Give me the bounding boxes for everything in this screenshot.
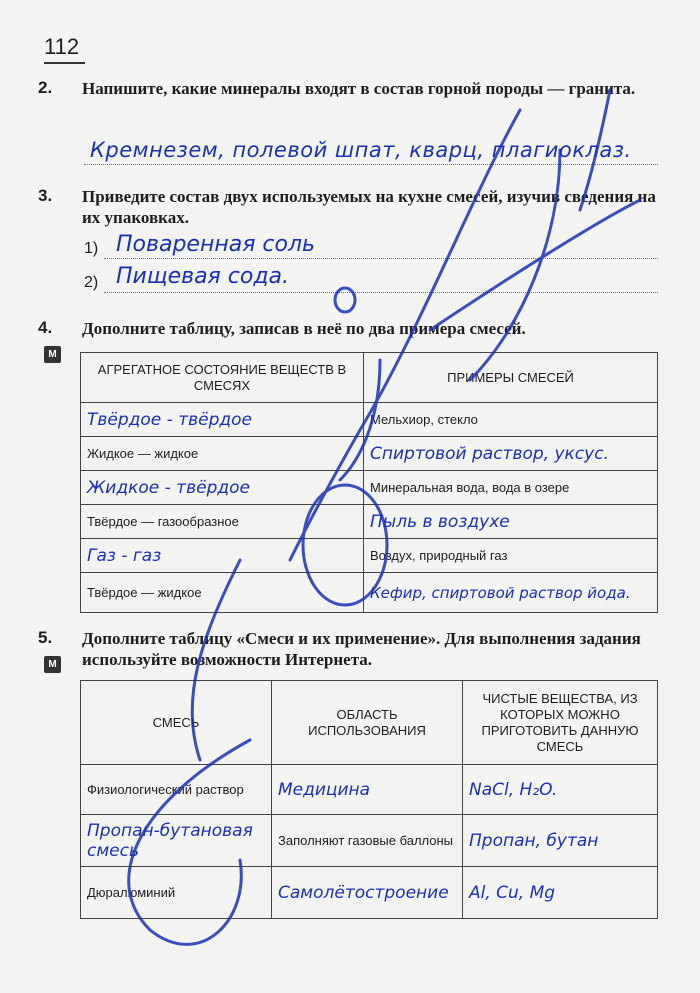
usage-cell: Самолётостроение <box>272 867 463 919</box>
task-number: 4. <box>38 318 53 337</box>
substances-cell: NaCl, H₂O. <box>463 765 658 815</box>
item-label: 1) <box>84 240 99 257</box>
item-label: 2) <box>84 274 99 291</box>
task-5 <box>38 628 658 670</box>
table-row <box>81 815 658 867</box>
table-row <box>81 471 658 505</box>
task-text: Напишите, какие минералы входят в состав горной породы — гранита. <box>82 79 636 98</box>
mixture-cell: Дюралюминий <box>81 867 272 919</box>
column-header: ЧИСТЫЕ ВЕЩЕСТВА, ИЗ КОТОРЫХ МОЖНО ПРИГОТОВИТЬ ДАННУЮ СМЕСЬ <box>463 681 658 765</box>
column-header: ОБЛАСТЬ ИСПОЛЬЗОВАНИЯ <box>272 681 463 765</box>
task-text: Приведите состав двух используемых на кухне смесей, изучив сведения на их упаковках. <box>82 187 656 227</box>
substances-cell: Al, Cu, Mg <box>463 867 658 919</box>
task-3-answer-1: Поваренная соль <box>116 232 316 257</box>
table-row <box>81 505 658 539</box>
task-2 <box>38 78 658 99</box>
table-row <box>81 765 658 815</box>
internet-task-icon: M <box>44 346 61 363</box>
state-cell: Жидкое — жидкое <box>81 437 364 471</box>
task-number: 5. <box>38 628 53 647</box>
mixture-cell: Физиологический раствор <box>81 765 272 815</box>
table-row <box>81 437 658 471</box>
answer-line <box>104 292 658 293</box>
table-row <box>81 867 658 919</box>
substances-cell: Пропан, бутан <box>463 815 658 867</box>
task-number: 3. <box>38 186 53 205</box>
column-header: ПРИМЕРЫ СМЕСЕЙ <box>364 353 658 403</box>
column-header: СМЕСЬ <box>81 681 272 765</box>
task-4 <box>38 318 658 339</box>
usage-cell: Медицина <box>272 765 463 815</box>
state-cell: Жидкое - твёрдое <box>81 471 364 505</box>
task-3 <box>38 186 658 228</box>
examples-cell: Мельхиор, стекло <box>364 403 658 437</box>
internet-task-icon: M <box>44 656 61 673</box>
examples-cell: Воздух, природный газ <box>364 539 658 573</box>
examples-cell: Спиртовой раствор, уксус. <box>364 437 658 471</box>
task-2-answer: Кремнезем, полевой шпат, кварц, плагиоклаз. <box>90 138 632 162</box>
examples-cell: Пыль в воздухе <box>364 505 658 539</box>
state-cell: Газ - газ <box>81 539 364 573</box>
table-row <box>81 403 658 437</box>
usage-cell: Заполняют газовые баллоны <box>272 815 463 867</box>
answer-line <box>84 164 658 165</box>
mixture-cell: Пропан-бутановая смесь <box>81 815 272 867</box>
state-cell: Твёрдое — жидкое <box>81 573 364 613</box>
mixtures-state-table <box>80 352 658 613</box>
task-3-answer-2: Пищевая сода. <box>116 264 290 289</box>
answer-line <box>104 258 658 259</box>
column-header: АГРЕГАТНОЕ СОСТОЯНИЕ ВЕЩЕСТВ В СМЕСЯХ <box>81 353 364 403</box>
examples-cell: Кефир, спиртовой раствор йода. <box>364 573 658 613</box>
mixtures-usage-table <box>80 680 658 919</box>
state-cell: Твёрдое - твёрдое <box>81 403 364 437</box>
task-text: Дополните таблицу «Смеси и их применение». Для выполнения задания используйте возможности Интернета. <box>82 629 641 669</box>
ink-stroke <box>470 150 560 380</box>
task-text: Дополните таблицу, записав в неё по два примера смесей. <box>82 319 526 338</box>
task-number: 2. <box>38 78 53 97</box>
table-row <box>81 573 658 613</box>
state-cell: Твёрдое — газообразное <box>81 505 364 539</box>
table-row <box>81 539 658 573</box>
page-number: 112 <box>44 34 85 64</box>
examples-cell: Минеральная вода, вода в озере <box>364 471 658 505</box>
